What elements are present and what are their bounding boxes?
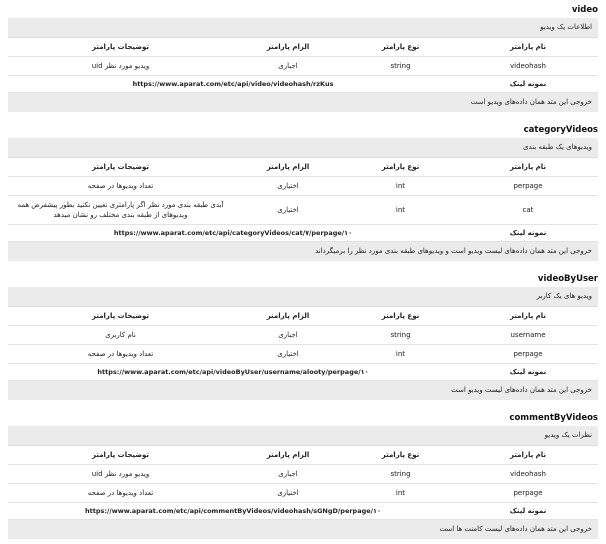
header-description: توضیحات پارامتر: [91, 43, 149, 51]
param-name: perpage: [513, 350, 543, 358]
param-type: string: [390, 62, 411, 70]
params-table: [8, 138, 598, 261]
table-caption: ویدیوهای یک طبقه بندی: [8, 138, 598, 158]
param-name: videohash: [510, 470, 546, 478]
params-table: [8, 426, 598, 539]
param-name: cat: [522, 206, 534, 214]
section-video: [0, 0, 606, 112]
example-label: نمونه لینک: [509, 507, 547, 515]
example-row: [8, 364, 598, 381]
example-row: [8, 503, 598, 520]
example-link[interactable]: https://www.aparat.com/etc/api/categoryVideos/cat/۷/perpage/۱۰: [113, 229, 353, 237]
table-row: [8, 465, 598, 484]
param-name: username: [510, 331, 546, 339]
param-type: string: [390, 331, 411, 339]
param-description: نام کاربری: [105, 331, 136, 339]
header-param-name: نام پارامتر: [509, 163, 547, 171]
param-required: اختیاری: [277, 206, 299, 214]
table-caption: ویدیو های یک کاربر: [8, 287, 598, 307]
param-required: اجباری: [278, 331, 298, 339]
example-link[interactable]: https://www.aparat.com/etc/api/video/videohash/rzKus: [132, 80, 334, 88]
output-description: خروجی این متد همان داده‌های لیست کامنت ها است: [8, 520, 598, 539]
params-table: [8, 18, 598, 112]
table-row: [8, 326, 598, 345]
param-type: int: [395, 489, 406, 497]
param-required: اختیاری: [277, 182, 299, 190]
header-required: الزام پارامتر: [266, 451, 310, 459]
section-title: videoByUser: [537, 274, 598, 284]
section-videoByUser: [0, 271, 606, 400]
output-description: خروجی این متد همان داده‌های ویدیو است: [8, 93, 598, 112]
example-label: نمونه لینک: [509, 80, 547, 88]
table-header-row: [8, 38, 598, 57]
header-param-name: نام پارامتر: [509, 312, 547, 320]
table-header-row: [8, 158, 598, 177]
param-description: uid ویدیو مورد نظر: [91, 62, 150, 70]
param-name: perpage: [513, 182, 543, 190]
table-row: [8, 196, 598, 225]
section-commentByVideos: [0, 410, 606, 539]
param-description: تعداد ویدیوها در صفحه: [87, 489, 154, 497]
table-row: [8, 345, 598, 364]
output-description: خروجی این متد همان داده‌های لیست ویدیو است: [8, 381, 598, 400]
header-param-name: نام پارامتر: [509, 451, 547, 459]
param-type: int: [395, 182, 406, 190]
table-header-row: [8, 446, 598, 465]
params-table: [8, 287, 598, 400]
param-description: تعداد ویدیوها در صفحه: [87, 182, 154, 190]
header-description: توضیحات پارامتر: [91, 163, 149, 171]
section-title: video: [571, 5, 598, 15]
param-name: videohash: [510, 62, 546, 70]
header-required: الزام پارامتر: [266, 163, 310, 171]
example-label: نمونه لینک: [509, 229, 547, 237]
table-row: [8, 57, 598, 76]
param-description: uid ویدیو مورد نظر: [91, 470, 150, 478]
table-row: [8, 484, 598, 503]
header-param-type: نوع پارامتر: [381, 43, 420, 51]
param-required: اختیاری: [277, 489, 299, 497]
example-link[interactable]: https://www.aparat.com/etc/api/videoByUser/username/alooty/perpage/۱۰: [97, 368, 369, 376]
section-title: categoryVideos: [523, 125, 598, 135]
param-required: اجباری: [278, 470, 298, 478]
param-type: int: [395, 206, 406, 214]
table-row: [8, 177, 598, 196]
example-link[interactable]: https://www.aparat.com/etc/api/commentByVideos/videohash/sGNgD/perpage/۱۰: [85, 507, 381, 515]
param-type: string: [390, 470, 411, 478]
param-description: تعداد ویدیوها در صفحه: [87, 350, 154, 358]
param-required: اجباری: [278, 62, 298, 70]
output-description: خروجی این متد همان داده‌های لیست ویدیو است و ویدیوهای طبقه بندی مورد نظر را برمیگرداند: [8, 242, 598, 261]
section-title: commentByVideos: [509, 413, 598, 423]
param-type: int: [395, 350, 406, 358]
section-categoryVideos: [0, 122, 606, 261]
header-description: توضیحات پارامتر: [91, 451, 149, 459]
param-description: آیدی طبقه بندی مورد نظر اگر پارامتری تعیین نکنید بطور پیشفرض همه ویدیوهای از طبقه بندی مختلف رو نشان میدهد: [17, 201, 224, 219]
header-param-type: نوع پارامتر: [381, 312, 420, 320]
param-required: اختیاری: [277, 350, 299, 358]
example-row: [8, 76, 598, 93]
example-row: [8, 225, 598, 242]
table-header-row: [8, 307, 598, 326]
param-name: perpage: [513, 489, 543, 497]
example-label: نمونه لینک: [509, 368, 547, 376]
header-param-type: نوع پارامتر: [381, 163, 420, 171]
header-required: الزام پارامتر: [266, 43, 310, 51]
header-param-name: نام پارامتر: [509, 43, 547, 51]
header-description: توضیحات پارامتر: [91, 312, 149, 320]
header-required: الزام پارامتر: [266, 312, 310, 320]
table-caption: اطلاعات یک ویدیو: [8, 18, 598, 38]
table-caption: نظرات یک ویدیو: [8, 426, 598, 446]
header-param-type: نوع پارامتر: [381, 451, 420, 459]
